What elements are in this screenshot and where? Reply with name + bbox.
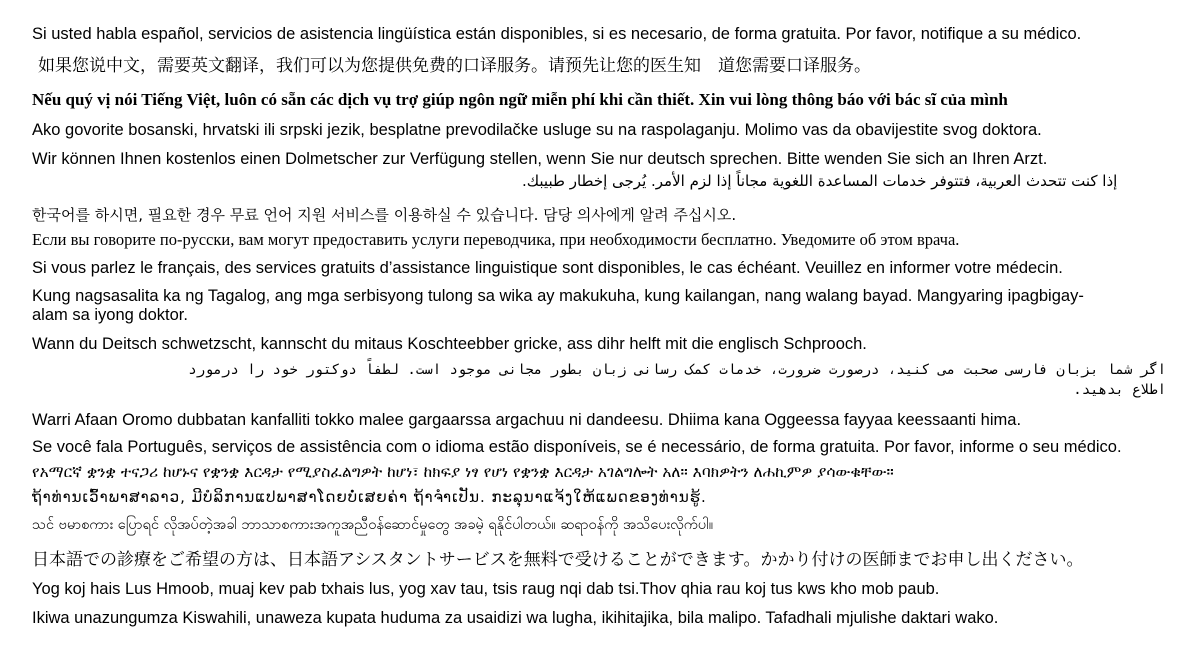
notice-german: Wir können Ihnen kostenlos einen Dolmetscher zur Verfügung stellen, wenn Sie nur deutsch sprechen. Bitte wenden Sie sich an Ihren Arzt. [32,150,1048,168]
notice-bosnian: Ako govorite bosanski, hrvatski ili srpski jezik, besplatne prevodilačke usluge su na raspolaganju. Molimo vas da obavijestite svog doktora. [32,121,1042,139]
notice-tagalog: Kung nagsasalita ka ng Tagalog, ang mga serbisyong tulong sa wika ay makukuha, kung kailangan, nang walang bayad. Mangyaring ipagbigay-alam sa iyong doktor. [32,287,1084,324]
notice-oromo: Warri Afaan Oromo dubbatan kanfalliti tokko malee gargaarssa argachuu ni dandeesu. Dhiima kana Oggeessa fayyaa keessaanti hima. [32,411,1022,429]
notice-portuguese: Se você fala Português, serviços de assistência com o idioma estão disponíveis, se é necessário, de forma gratuita. Por favor, informe o seu médico. [32,438,1122,456]
notice-french: Si vous parlez le français, des services gratuits d’assistance linguistique sont disponibles, le cas échéant. Veuillez en informer votre médecin. [32,259,1063,277]
notice-amharic: የአማርኛ ቋንቋ ተናጋሪ ከሆኑና የቋንቋ እርዳታ የሚያስፈልግዎት ከሆነ፣ ከክፍያ ነፃ የሆነ የቋንቋ እርዳታ አገልግሎት አለ። እባክዎትን ለሐኪምዎ ያሳውቁቸው። [32,463,894,481]
notice-spanish: Si usted habla español, servicios de asistencia lingüística están disponibles, si es necesario, de forma gratuita. Por favor, notifique a su médico. [32,25,1082,43]
notice-burmese: သင် ဗမာစကား ပြောရင် လိုအပ်တဲ့အခါ ဘာသာစကားအကူအညီဝန်ဆောင်မှုတွေ အခမဲ့ ရနိုင်ပါတယ်။ ဆရာဝန်ကို အသိပေးလိုက်ပါ။ [32,517,714,533]
notice-russian: Если вы говорите по-русски, вам могут предоставить услуги переводчика, при необходимости бесплатно. Уведомите об этом врача. [32,230,960,249]
notice-korean: 한국어를 하시면, 필요한 경우 무료 언어 지원 서비스를 이용하실 수 있습니다. 담당 의사에게 알려 주십시오. [32,206,737,224]
notice-japanese: 日本語での診療をご希望の方は、日本語アシスタントサービスを無料で受けることができます。かかり付けの医師までお申し出ください。 [32,550,1084,570]
notice-pennsylvania-dutch: Wann du Deitsch schwetzscht, kannscht du mitaus Koschteebber gricke, ass dihr helft mit die englisch Schprooch. [32,335,867,353]
notice-swahili: Ikiwa unazungumza Kiswahili, unaweza kupata huduma za usaidizi wa lugha, ikihitajika, bila malipo. Tafadhali mjulishe daktari wako. [32,609,999,627]
notice-lao: ຖ້າທ່ານເວົ້າພາສາລາວ, ມີບໍລິການແປພາສາໂດຍບໍ່ເສຍຄ່າ ຖ້າຈຳເປັນ. ກະລຸນາແຈ້ງໃຫ້ແພດຂອງທ່ານຮູ້. [32,488,707,506]
notice-farsi: اگر شما بزبان فارسی صحبت می کنید، درصورت ضرورت، خدمات کمک رسانی زبان بطور مجانی موجود است. لطفاً دوکتور خود را درمورد اطلاع بدهید. [188,362,1166,398]
notice-arabic: إذا كنت تتحدث العربية، فتتوفر خدمات المساعدة اللغوية مجاناً إذا لزم الأمر. يُرجى إخطار طبيبك. [522,172,1118,190]
notice-vietnamese: Nếu quý vị nói Tiếng Việt, luôn có sẵn các dịch vụ trợ giúp ngôn ngữ miễn phí khi cần thiết. Xin vui lòng thông báo với bác sĩ của mình [32,90,1008,109]
notice-chinese: 如果您说中文，需要英文翻译，我们可以为您提供免费的口译服务。请预先让您的医生知 道您需要口译服务。 [38,56,871,76]
notice-hmong: Yog koj hais Lus Hmoob, muaj kev pab txhais lus, yog xav tau, tsis raug nqi dab tsi.Thov qhia rau koj tus kws kho mob paub. [32,580,940,598]
